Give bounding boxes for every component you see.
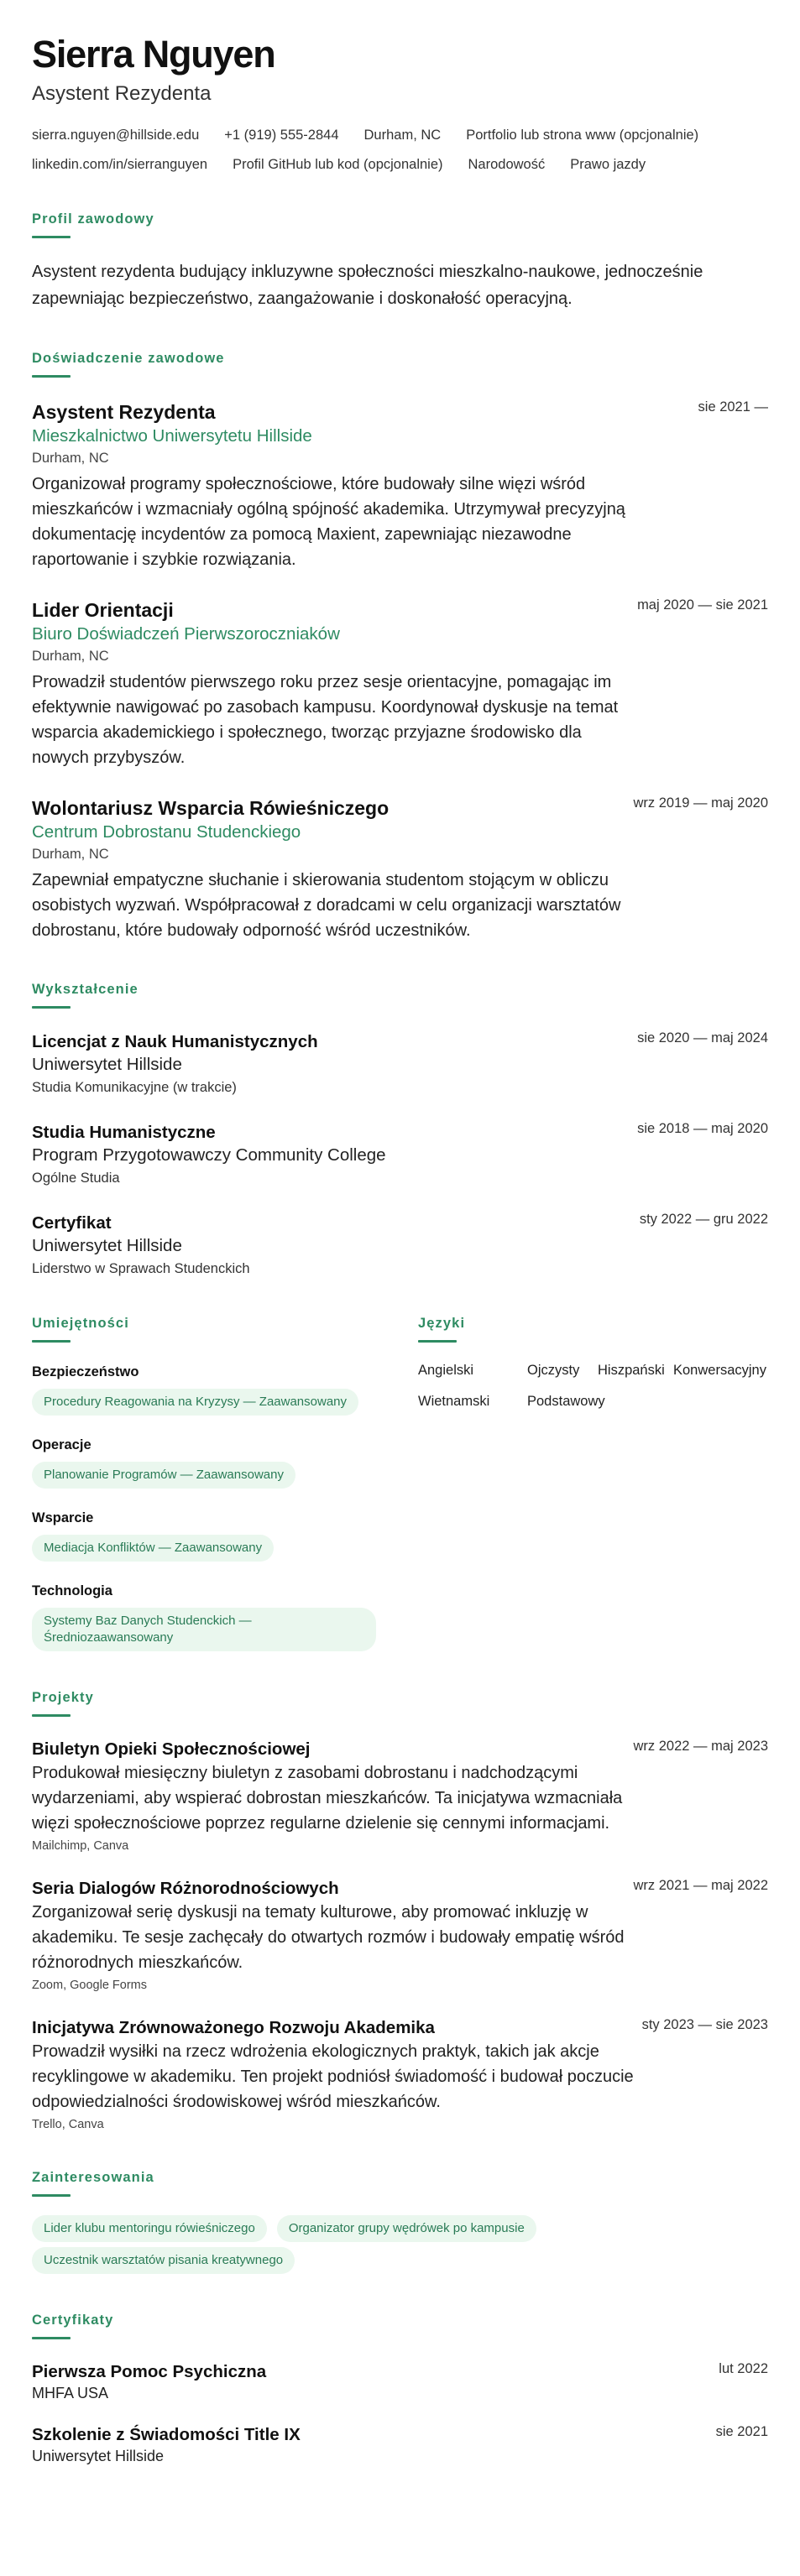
education-entry: [32, 1212, 768, 1277]
job-title: Asystent Rezydenta: [32, 400, 216, 423]
entry-date: wrz 2021 — maj 2022: [633, 1877, 768, 1893]
contact-location: Durham, NC: [363, 127, 442, 143]
study-field: Liderstwo w Sprawach Studenckich: [32, 1260, 250, 1276]
job-location: Durham, NC: [32, 846, 109, 862]
interests-section: [32, 2170, 768, 2274]
job-location: Durham, NC: [32, 648, 109, 664]
certificate-issuer: Uniwersytet Hillside: [32, 2447, 165, 2464]
certificate-entry: [32, 2424, 768, 2465]
employer: Centrum Dobrostanu Studenckiego: [32, 821, 301, 842]
experience-section: [32, 351, 768, 943]
language-name: Hiszpański: [598, 1362, 665, 1378]
project-title: Biuletyn Opieki Społecznościowej: [32, 1739, 311, 1759]
candidate-name: Sierra Nguyen: [32, 33, 275, 76]
entry-date: wrz 2019 — maj 2020: [633, 795, 768, 811]
section-divider: [32, 375, 71, 378]
experience-entry: [32, 399, 768, 572]
entry-date: sie 2021 —: [698, 399, 768, 415]
project-description: Produkował miesięczny biuletyn z zasobami dobrostanu i nadchodzącymi wydarzeniami, aby wspierać dobrostan mieszkańców. Ta inicjatywa wzmacniała więzi społecznościowe poprzez regularne dzielenie się cennymi informacjami.: [32, 1763, 623, 1833]
section-title: Umiejętności: [32, 1315, 129, 1331]
language-name: Angielski: [418, 1362, 474, 1378]
job-location: Durham, NC: [32, 450, 109, 466]
job-title: Wolontariusz Wsparcia Rówieśniczego: [32, 796, 390, 819]
interest-pill: Uczestnik warsztatów pisania kreatywnego: [32, 2247, 295, 2274]
contact-portfolio[interactable]: Portfolio lub strona www (opcjonalnie): [466, 127, 699, 143]
job-description: Zapewniał empatyczne słuchanie i skierowania studentom stojącym w obliczu osobistych wyzwań. Współpracował z doradcami w celu organizacji warsztatów dobrostanu, które budowały odporność wśród uczestników.: [32, 870, 621, 940]
skills-languages-row: [32, 1316, 768, 1651]
skill-category: Technologia: [32, 1583, 112, 1598]
section-divider: [32, 2337, 71, 2339]
language-list: [418, 1363, 768, 1410]
school-name: Program Przygotowawczy Community College: [32, 1145, 386, 1165]
section-title: Certyfikaty: [32, 2312, 114, 2328]
certificate-issuer: MHFA USA: [32, 2384, 109, 2401]
section-divider: [32, 2194, 71, 2197]
skill-group: [32, 1510, 384, 1562]
skill-pill: Systemy Baz Danych Studenckich — Średniozaawansowany: [32, 1608, 376, 1651]
project-tools: Trello, Canva: [32, 2117, 104, 2131]
languages-section: [418, 1316, 768, 1651]
degree-title: Licencjat z Nauk Humanistycznych: [32, 1031, 318, 1051]
section-title: Doświadczenie zawodowe: [32, 350, 225, 366]
entry-date: lut 2022: [719, 2360, 768, 2376]
skills-section: [32, 1316, 384, 1651]
certificate-title: Pierwsza Pomoc Psychiczna: [32, 2361, 267, 2381]
experience-entry: [32, 597, 768, 770]
skill-group: [32, 1437, 384, 1489]
skill-group: [32, 1583, 384, 1651]
section-divider: [418, 1340, 457, 1343]
project-title: Seria Dialogów Różnorodnościowych: [32, 1878, 339, 1898]
section-divider: [32, 1006, 71, 1009]
employer: Biuro Doświadczeń Pierwszoroczniaków: [32, 623, 340, 644]
employer: Mieszkalnictwo Uniwersytetu Hillside: [32, 425, 312, 446]
skill-category: Bezpieczeństwo: [32, 1364, 139, 1379]
contact-phone[interactable]: +1 (919) 555-2844: [224, 127, 339, 143]
project-entry: [32, 1878, 768, 1992]
job-title: Lider Orientacji: [32, 598, 174, 621]
entry-date: sty 2023 — sie 2023: [641, 2016, 768, 2032]
experience-entry: [32, 795, 768, 943]
education-entry: [32, 1030, 768, 1096]
skill-category: Operacje: [32, 1437, 92, 1452]
section-title: Języki: [418, 1315, 466, 1331]
interest-list: [32, 2215, 636, 2274]
contact-github[interactable]: Profil GitHub lub kod (opcjonalnie): [233, 156, 443, 172]
entry-date: sie 2020 — maj 2024: [637, 1030, 768, 1046]
project-title: Inicjatywa Zrównoważonego Rozwoju Akademika: [32, 2017, 435, 2037]
project-entry: [32, 1739, 768, 1853]
contact-email[interactable]: sierra.nguyen@hillside.edu: [32, 127, 200, 143]
section-divider: [32, 1714, 71, 1717]
project-entry: [32, 2017, 768, 2131]
section-title: Projekty: [32, 1689, 94, 1705]
language-level: Konwersacyjny: [673, 1362, 766, 1378]
skill-group: [32, 1364, 384, 1416]
profile-section: [32, 211, 768, 312]
resume-header: [32, 34, 768, 173]
skill-pill: Planowanie Programów — Zaawansowany: [32, 1462, 295, 1489]
contact-linkedin[interactable]: linkedin.com/in/sierranguyen: [32, 156, 208, 172]
job-description: Organizował programy społecznościowe, które budowały silne więzi wśród mieszkańców i wzmacniały ogólną spójność akademika. Utrzymywał precyzyjną dokumentację incydentów za pomocą Maxient, zapewniając niezawodne raportowanie i szybkie rozwiązania.: [32, 474, 625, 569]
interest-pill: Lider klubu mentoringu rówieśniczego: [32, 2215, 267, 2242]
language-level: Podstawowy: [527, 1393, 605, 1409]
section-title: Wykształcenie: [32, 981, 139, 997]
project-tools: Mailchimp, Canva: [32, 1838, 129, 1853]
certificate-title: Szkolenie z Świadomości Title IX: [32, 2424, 301, 2444]
skill-pill: Mediacja Konfliktów — Zaawansowany: [32, 1535, 274, 1562]
language-name: Wietnamski: [418, 1393, 490, 1409]
education-entry: [32, 1121, 768, 1186]
contact-nationality: Narodowość: [468, 156, 546, 172]
certificate-entry: [32, 2361, 768, 2402]
school-name: Uniwersytet Hillside: [32, 1235, 182, 1255]
language-level: Ojczysty: [527, 1362, 580, 1378]
education-section: [32, 982, 768, 1277]
interest-pill: Organizator grupy wędrówek po kampusie: [277, 2215, 536, 2242]
study-field: Studia Komunikacyjne (w trakcie): [32, 1079, 237, 1095]
entry-date: sie 2018 — maj 2020: [637, 1120, 768, 1136]
profile-summary: Asystent rezydenta budujący inkluzywne społeczności mieszkalno-naukowe, jednocześnie zapewniając bezpieczeństwo, zaangażowanie i doskonałość operacyjną.: [32, 262, 703, 308]
section-divider: [32, 236, 71, 238]
project-description: Zorganizował serię dyskusji na tematy kulturowe, aby promować inkluzję w akademiku. Te sesje zachęcały do otwartych rozmów i budowały empatię wśród różnorodnych mieszkańców.: [32, 1902, 625, 1972]
job-description: Prowadził studentów pierwszego roku przez sesje orientacyjne, pomagając im efektywnie nawigować po zasobach kampusu. Koordynował dyskusje na temat wsparcia akademickiego i społecznego, tworząc przyjazne środowisko dla nowych przybyszów.: [32, 672, 619, 767]
degree-title: Studia Humanistyczne: [32, 1122, 216, 1142]
contact-driving-license: Prawo jazdy: [570, 156, 646, 172]
section-title: Zainteresowania: [32, 2169, 154, 2185]
certificates-section: [32, 2313, 768, 2465]
entry-date: sty 2022 — gru 2022: [639, 1211, 768, 1227]
study-field: Ogólne Studia: [32, 1170, 120, 1186]
projects-section: [32, 1690, 768, 2131]
project-description: Prowadził wysiłki na rzecz wdrożenia ekologicznych praktyk, takich jak akcje recyklingowe w akademiku. Ten projekt podniósł świadomość i budował poczucie odpowiedzialności środowiskowej wśród mieszkańców.: [32, 2042, 634, 2111]
skill-category: Wsparcie: [32, 1510, 94, 1525]
section-divider: [32, 1340, 71, 1343]
candidate-headline: Asystent Rezydenta: [32, 81, 212, 105]
entry-date: maj 2020 — sie 2021: [637, 597, 768, 613]
section-title: Profil zawodowy: [32, 211, 154, 227]
contact-list: [32, 128, 768, 173]
skill-pill: Procedury Reagowania na Kryzysy — Zaawansowany: [32, 1389, 358, 1416]
school-name: Uniwersytet Hillside: [32, 1054, 182, 1074]
entry-date: sie 2021: [715, 2423, 768, 2439]
project-tools: Zoom, Google Forms: [32, 1978, 147, 1992]
degree-title: Certyfikat: [32, 1212, 112, 1233]
entry-date: wrz 2022 — maj 2023: [633, 1738, 768, 1754]
